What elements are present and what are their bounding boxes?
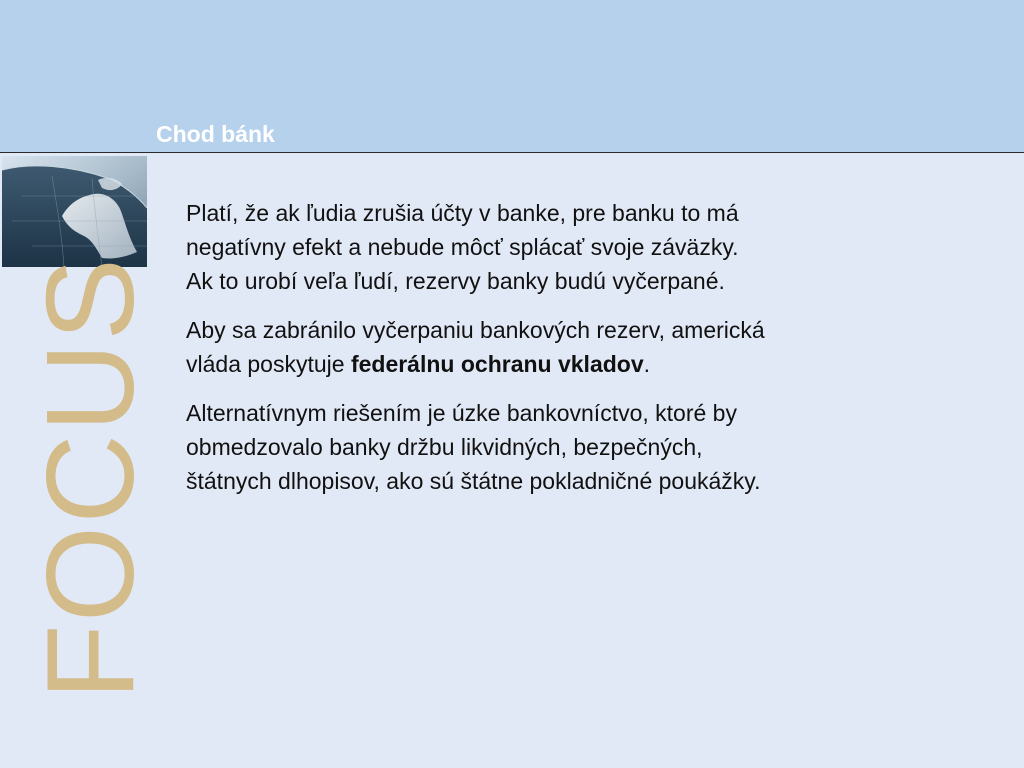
paragraph-3-line-1: Alternatívnym riešením je úzke bankovníctvo, ktoré by: [186, 400, 737, 426]
paragraph-2-emphasis: federálnu ochranu vkladov: [350, 351, 644, 377]
paragraph-2-line-1: Aby sa zabránilo vyčerpaniu bankových rezerv, americká: [186, 317, 765, 343]
paragraph-2: [186, 313, 946, 381]
paragraph-2-line-2-suffix: .: [643, 351, 651, 377]
header-band: [0, 0, 1024, 153]
slide-title: Chod bánk: [156, 121, 275, 147]
paragraph-3: [186, 396, 946, 498]
paragraph-1-line-2: negatívny efekt a nebude môcť splácať svoje záväzky.: [186, 234, 739, 260]
globe-image: [2, 156, 147, 267]
slide-content: [186, 196, 946, 513]
paragraph-1-line-1: Platí, že ak ľudia zrušia účty v banke, pre banku to má: [186, 200, 739, 226]
paragraph-3-line-2: obmedzovalo banky držbu likvidných, bezpečných,: [186, 434, 703, 460]
paragraph-1: [186, 196, 946, 298]
paragraph-3-line-3: štátnych dlhopisov, ako sú štátne pokladničné poukážky.: [186, 468, 761, 494]
paragraph-2-line-2-prefix: vláda poskytuje: [186, 351, 351, 377]
paragraph-1-line-3: Ak to urobí veľa ľudí, rezervy banky budú vyčerpané.: [186, 268, 725, 294]
focus-decorative-word: FOCUS: [22, 256, 160, 700]
